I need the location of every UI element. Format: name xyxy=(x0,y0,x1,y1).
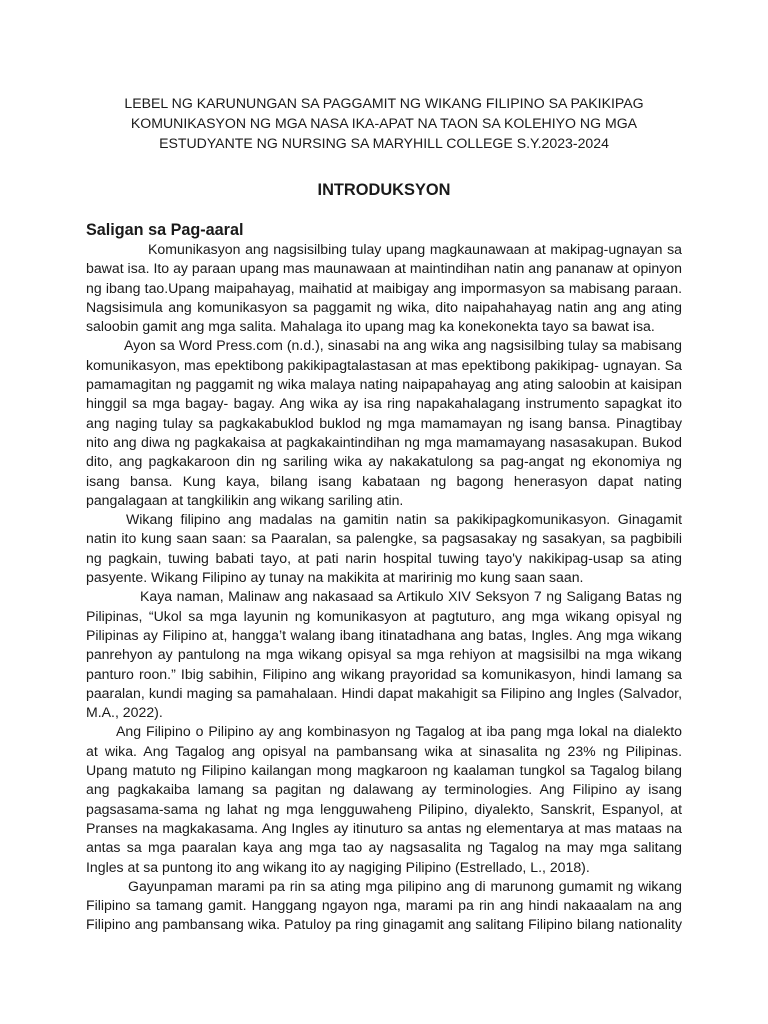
paragraph: Wikang filipino ang madalas na gamitin natin sa pakikipagkomunikasyon. Ginagamit natin ito kung saan saan: sa Paaralan, sa palengke, sa pagsasakay ng sasakyan, sa pagbibili ng pagkain, tuwing babati tayo, at pati narin hospital tuwing tayo'y nakikipag-usap sa ating pasyente. Wikang Filipino ay tunay na makikita at maririnig mo kung saan saan. xyxy=(86,511,682,586)
paragraph: Kaya naman, Malinaw ang nakasaad sa Artikulo XIV Seksyon 7 ng Saligang Batas ng Pilipinas, “Ukol sa mga layunin ng komunikasyon at pagtuturo, ang mga wikang opisyal ng Pilipinas ay Filipino at, hangga’t walang ibang itinatadhana ang batas, Ingles. Ang mga wikang panrehyon ay pantulong na mga wikang opisyal sa mga rehiyon at magsisilbi na mga wikang panturo roon.” Ibig sabihin, Filipino ang wikang prayoridad sa komunikasyon, hindi lamang sa paaralan, kundi maging sa pamahalaan. Hindi dapat makahigit sa Filipino ang Ingles (Salvador, M.A., 2022). xyxy=(86,588,682,721)
paragraph: Gayunpaman marami pa rin sa ating mga pilipino ang di marunong gumamit ng wikang Filipino sa tamang gamit. Hanggang ngayon nga, marami pa rin ang hindi nakaaalam na ang Filipino ang pambansang wika. Patuloy pa ring ginagamit ang salitang Filipino bilang nationality xyxy=(86,877,682,933)
document-title-line: LEBEL NG KARUNUNGAN SA PAGGAMIT NG WIKANG FILIPINO SA PAKIKIPAG xyxy=(124,95,644,111)
section-heading: INTRODUKSYON xyxy=(317,181,451,199)
paragraph: Komunikasyon ang nagsisilbing tulay upang magkaunawaan at makipag-ugnayan sa bawat isa. Ito ay paraan upang mas maunawaan at maintindihan natin ang pananaw at opinyon ng ibang tao.Upang maipahayag, maihatid at maibigay ang impormasyon sa mabisang paraan. Nagsisimula ang komunikasyon sa paggamit ng wika, dito naipahahayag natin ang ang ating saloobin gamit ang mga salita. Mahalaga ito upang mag ka konekonekta tayo sa bawat isa. xyxy=(86,241,682,335)
sub-heading: Saligan sa Pag-aaral xyxy=(86,221,244,239)
document-title-line: ESTUDYANTE NG NURSING SA MARYHILL COLLEGE S.Y.2023-2024 xyxy=(159,135,609,151)
document-body xyxy=(86,240,682,935)
document-title-line: KOMUNIKASYON NG MGA NASA IKA-APAT NA TAON SA KOLEHIYO NG MGA xyxy=(130,115,638,131)
paragraph: Ang Filipino o Pilipino ay ang kombinasyon ng Tagalog at iba pang mga lokal na dialekto at wika. Ang Tagalog ang opisyal na pambansang wika at sinasalita ng 23% ng Pilipinas. Upang matuto ng Filipino kailangan mong magkaroon ng kaalaman tungkol sa Tagalog bilang ang pagkakaiba lamang sa pagitan ng dalawang ay terminologies. Ang Filipino ay isang pagsasama-sama ng lahat ng mga lengguwaheng Pilipino, diyalekto, Sanskrit, Espanyol, at Pranses na magkakasama. Ang Ingles ay itinuturo sa antas ng elementarya at mas mataas na antas sa mga paaralan kaya ang mga tao ay nagsasalita ng Tagalog na may mga salitang Ingles at sa puntong ito ang wikang ito ay nagiging Pilipino (Estrellado, L., 2018). xyxy=(86,723,682,875)
paragraph: Ayon sa Word Press.com (n.d.), sinasabi na ang wika ang nagsisilbing tulay sa mabisang komunikasyon, mas epektibong pakikipagtalastasan at mas epektibong pakikipag- ugnayan. Sa pamamagitan ng paggamit ng wika malaya nating naipapahayag ang ating saloobin at kaisipan hinggil sa mga bagay- bagay. Ang wika ay isa ring napakahalagang instrumento sapagkat ito ang naging tulay sa pagkakabuklod buklod ng mga mamamayan ng isang bansa. Pinagtibay nito ang diwa ng pagkakaisa at pagkakaintindihan ng mga mamamayang nasasakupan. Bukod dito, ang pagkakaroon din ng sariling wika ay nakakatulong sa pag-angat ng ekonomiya ng isang bansa. Kung kaya, bilang isang kabataan ng bagong henerasyon dapat nating pangalagaan at tangkilikin ang wikang sariling atin. xyxy=(86,337,682,508)
document-title xyxy=(86,0,682,153)
